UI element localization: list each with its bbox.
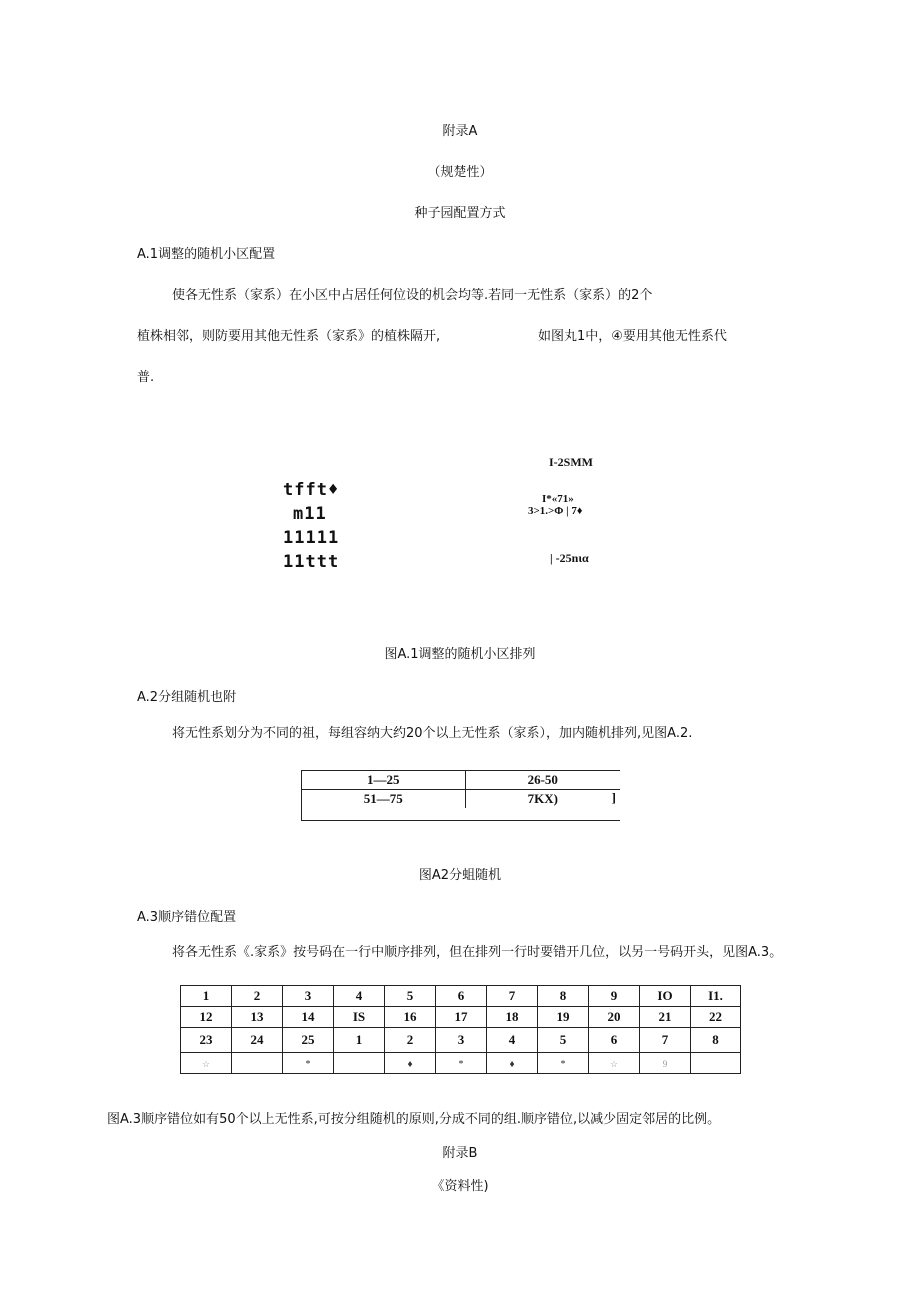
- table-row: [302, 771, 620, 790]
- table-cell: [385, 1053, 436, 1074]
- table-symbol: ♦: [509, 1059, 515, 1070]
- table-cell: 18: [487, 1007, 538, 1028]
- table-cell: [691, 1053, 741, 1074]
- table-cell: 6: [436, 986, 487, 1007]
- figure-a1-right-top: I-2SMM: [549, 455, 593, 469]
- table-cell: 2: [232, 986, 283, 1007]
- bracket-mark: ]: [611, 790, 616, 805]
- section-a3-paragraph: 将各无性系《.家系》按号码在一行中顺序排列，但在排列一行时要错开几位，以另一号码开头，见图A.3。: [172, 945, 783, 960]
- table-cell: 3: [436, 1028, 487, 1053]
- table-symbol: ☆: [609, 1059, 619, 1069]
- table-cell: 7: [487, 986, 538, 1007]
- table-cell: I1.: [691, 986, 741, 1007]
- table-row: [181, 1007, 741, 1028]
- table-cell: 19: [538, 1007, 589, 1028]
- table-cell: 4: [334, 986, 385, 1007]
- figure-a1-line: tfft♦: [283, 480, 340, 500]
- table-cell: 51—75: [302, 790, 465, 809]
- figure-a1-line: 11111: [283, 528, 340, 548]
- table-symbol: ☆: [201, 1059, 211, 1069]
- table-cell: [589, 1053, 640, 1074]
- appendix-a-title: 附录A: [442, 124, 478, 139]
- appendix-b-nature: 《资料性): [431, 1179, 489, 1194]
- section-a2-paragraph: 将无性系划分为不同的祖，每组容纳大约20个以上无性系（家系），加内随机排列,见图A.2.: [172, 726, 693, 741]
- table-cell: 7: [640, 1028, 691, 1053]
- table-cell: 5: [538, 1028, 589, 1053]
- section-a1-line3: 普.: [137, 370, 155, 385]
- figure-a1-line: m11: [293, 504, 327, 524]
- table-cell: 1: [181, 986, 232, 1007]
- figure-a3-note: 图A.3顺序错位如有50个以上无性系,可按分组随机的原则,分成不同的组.顺序错位,以减少固定邻居的比例。: [107, 1112, 721, 1127]
- table-cell: IO: [640, 986, 691, 1007]
- table-cell: 17: [436, 1007, 487, 1028]
- figure-a2-caption: 图A2分蛆随机: [418, 868, 502, 883]
- table-cell: 6: [589, 1028, 640, 1053]
- table-row: [181, 986, 741, 1007]
- table-cell: 14: [283, 1007, 334, 1028]
- table-cell: [640, 1053, 691, 1074]
- table-cell: 16: [385, 1007, 436, 1028]
- section-a1-line1: 使各无性系（家系）在小区中占居任何位设的机会均等.若同一无性系（家系）的2个: [172, 288, 653, 303]
- section-a3-heading: A.3顺序错位配置: [137, 910, 237, 925]
- table-cell: 3: [283, 986, 334, 1007]
- table-symbol: *: [458, 1059, 464, 1070]
- table-row: [181, 1053, 741, 1074]
- table-cell: [465, 790, 620, 809]
- table-cell: 13: [232, 1007, 283, 1028]
- table-cell: [232, 1053, 283, 1074]
- table-cell: IS: [334, 1007, 385, 1028]
- table-cell: [487, 1053, 538, 1074]
- figure-a1-right-mid1: I*«71»: [542, 493, 574, 505]
- table-cell: 12: [181, 1007, 232, 1028]
- figure-a1-right-mid2: 3>1.>Φ | 7♦: [528, 505, 583, 517]
- table-symbol: 9: [662, 1059, 668, 1069]
- figure-a3-table: [180, 985, 741, 1074]
- table-cell: 1—25: [302, 771, 465, 790]
- table-row: [181, 1028, 741, 1053]
- section-a1-line2a: 植株相邻，则防要用其他无性系（家系》的植株隔开,: [137, 329, 441, 344]
- table-symbol: *: [305, 1059, 311, 1070]
- table-cell-value: 7KX): [527, 791, 558, 806]
- table-cell: 8: [691, 1028, 741, 1053]
- section-a2-heading: A.2分组随机也附: [137, 690, 237, 705]
- section-a1-heading: A.1调整的随机小区配置: [137, 247, 276, 262]
- figure-a1-left-block: [283, 478, 339, 574]
- table-cell: 9: [589, 986, 640, 1007]
- table-cell: 2: [385, 1028, 436, 1053]
- table-cell: 21: [640, 1007, 691, 1028]
- figure-a1-right-bottom: | -25nια: [550, 551, 589, 565]
- table-cell: 1: [334, 1028, 385, 1053]
- table-cell: 24: [232, 1028, 283, 1053]
- table-symbol: *: [560, 1059, 566, 1070]
- appendix-a-subtitle: 种子园配置方式: [414, 206, 506, 221]
- table-row: [302, 790, 620, 809]
- table-cell: 26-50: [465, 771, 620, 790]
- table-cell: [181, 1053, 232, 1074]
- figure-a2-table-frame: [301, 770, 620, 821]
- table-cell: 22: [691, 1007, 741, 1028]
- table-cell: [334, 1053, 385, 1074]
- table-cell: 25: [283, 1028, 334, 1053]
- table-cell: 20: [589, 1007, 640, 1028]
- section-a1-line2b: 如图丸1中，④要用其他无性系代: [538, 329, 727, 344]
- table-cell: 8: [538, 986, 589, 1007]
- appendix-b-title: 附录B: [442, 1146, 478, 1161]
- figure-a1-line: 11ttt: [283, 552, 340, 572]
- table-cell: [538, 1053, 589, 1074]
- figure-a2-table: [302, 770, 620, 808]
- table-cell: [283, 1053, 334, 1074]
- table-cell: 23: [181, 1028, 232, 1053]
- table-symbol: ♦: [407, 1059, 413, 1070]
- table-cell: 4: [487, 1028, 538, 1053]
- table-cell: 5: [385, 986, 436, 1007]
- table-cell: [436, 1053, 487, 1074]
- figure-a1-caption: 图A.1调整的随机小区排列: [384, 647, 536, 662]
- appendix-a-nature: （规楚性）: [427, 165, 493, 180]
